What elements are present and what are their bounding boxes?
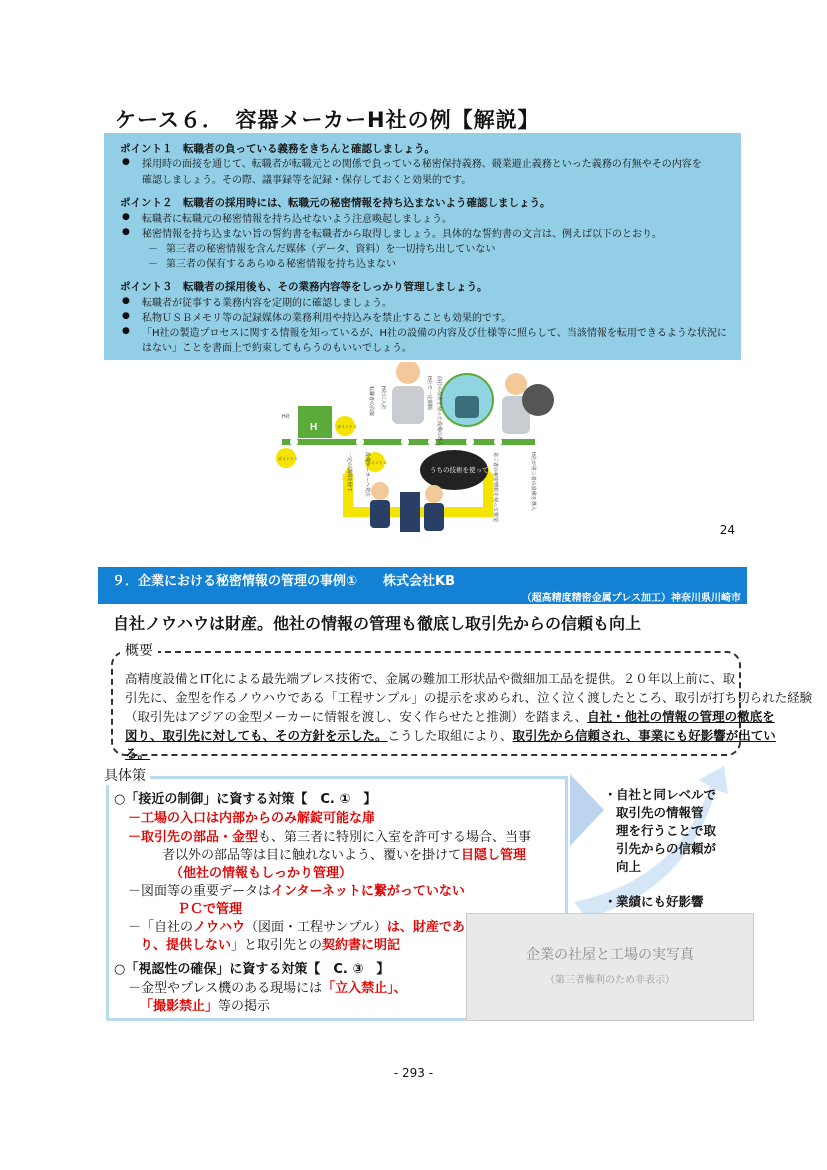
measure-item-3 bbox=[128, 880, 465, 899]
measure-item-1: －工場の入口は内部からのみ解錠可能な扉 bbox=[128, 811, 376, 826]
person-head-icon bbox=[371, 482, 389, 500]
vertical-label: H社で一定期間 bbox=[426, 376, 432, 410]
measure-item-5b-text: 等の掲示 bbox=[218, 999, 271, 1014]
measure-item-5b bbox=[140, 995, 270, 1014]
bullet-icon: ● bbox=[122, 157, 130, 167]
page-number-top: 24 bbox=[719, 523, 735, 537]
device-bubble-icon bbox=[522, 384, 554, 416]
point-1-bullet-1-line-1: 採用時の面接を通じて、転職者が転職元との関係で負っている秘密保持義務、競業避止義務といった義務の有無やその内容を bbox=[142, 159, 702, 170]
points-box bbox=[104, 133, 741, 360]
point-1-title: ポイント１ 転職者の負っている義務をきちんと確認しましょう。 bbox=[120, 143, 435, 155]
point-2-title: ポイント２ 転職者の採用時には、転職元の秘密情報を持ち込まないよう確認しましょう。 bbox=[120, 197, 551, 209]
measure-item-4b-emphasis-2: 契約書に明記 bbox=[322, 938, 401, 953]
timeline-node bbox=[401, 438, 409, 446]
overview-line-5 bbox=[125, 744, 150, 762]
overview-line-4-text: こうした取組により、 bbox=[387, 728, 513, 743]
measure-item-4-text-2: （図面・工程サンプル） bbox=[245, 920, 387, 935]
office-building-icon bbox=[400, 492, 420, 532]
measure-item-2 bbox=[128, 826, 531, 845]
balloon-text: うちの技術を使っている！ bbox=[430, 466, 508, 474]
measure-item-2b-emphasis: 目隠し管理 bbox=[461, 848, 527, 863]
measures-label: 具体策 bbox=[104, 765, 150, 785]
point-3-title: ポイント３ 転職者の採用後も、その業務内容等をしっかり管理しましょう。 bbox=[120, 281, 488, 293]
timeline-node bbox=[466, 438, 474, 446]
measure-item-2-text: も、第三者に特別に入室を許可する場合、当事 bbox=[258, 830, 532, 845]
person-head-icon bbox=[505, 373, 527, 395]
person-head-icon bbox=[425, 485, 443, 503]
photo-note: （第三者権利のため非表示） bbox=[545, 975, 675, 986]
chevron-right-icon bbox=[570, 774, 604, 846]
point-1-bullet-1-line-2: 確認しましょう。その際、議事録等を記録・保存しておくと効果的です。 bbox=[142, 175, 472, 186]
measure-item-5-text: －金型やプレス機のある現場には bbox=[128, 981, 323, 996]
person-body-icon bbox=[392, 386, 424, 424]
timeline-node bbox=[428, 438, 436, 446]
side-note-1-line-1: 自社と同レベルで bbox=[616, 787, 717, 802]
measure-item-3b: ＰＣで管理 bbox=[177, 902, 243, 917]
point-label-2: ポイント２ bbox=[337, 424, 357, 429]
point-2-bullet-1: 転職者に転職元の秘密情報を持ち込せないよう注意喚起しましょう。 bbox=[142, 214, 452, 225]
building-mark: H bbox=[310, 422, 318, 433]
point-3-bullet-1: 転職者が従事する業務内容を定期的に確認しましょう。 bbox=[142, 298, 392, 309]
measure-item-2b bbox=[162, 844, 526, 863]
measure-item-4b-emphasis: り、提供しない bbox=[140, 938, 232, 953]
overview-line-4 bbox=[125, 726, 776, 744]
overview-line-3-text: （取引先はアジアの金型メーカーに情報を渡し、安く作らせたと推測）を踏まえ、 bbox=[125, 709, 588, 724]
page-footer: - 293 - bbox=[393, 1066, 434, 1080]
headline: 自社ノウハウは財産。他社の情報の管理も徹底し取引先からの信頼も向上 bbox=[113, 614, 642, 633]
vertical-label: 転職者の面接 bbox=[368, 386, 374, 417]
person-head-icon bbox=[396, 362, 420, 384]
section-band bbox=[98, 567, 747, 604]
side-note-2: 業績にも好影響 bbox=[616, 894, 704, 909]
overview-line-1: 高精度設備とIT化による最先端プレス技術で、金属の難加工形状品や微細加工品を提供。２０年以上前に、取 bbox=[125, 671, 736, 686]
vertical-label: 前社の技術を使った設備の導入 bbox=[436, 376, 442, 447]
measure-heading-1: ○「接近の制御」に資する対策【 C. ① 】 bbox=[114, 792, 377, 807]
point-2-dash-2: 第三者の保有するあらゆる秘密情報を持ち込まない bbox=[166, 259, 396, 270]
measure-item-4-emphasis-1: ノウハウ bbox=[193, 920, 246, 935]
section-subtitle: （超高精度精密金属プレス加工）神奈川県川崎市 bbox=[521, 593, 741, 604]
dash-icon: － bbox=[148, 244, 158, 255]
measure-item-5-emphasis: 「立入禁止」、 bbox=[322, 981, 407, 996]
vertical-label: 一定の期間を経て bbox=[346, 452, 352, 493]
side-note-1-line-4: 引先からの信頼が bbox=[616, 841, 717, 856]
point-3-bullet-3-line-2: はない」ことを書面上で約束してもらうのもいいでしょう。 bbox=[142, 343, 412, 354]
case-illustration bbox=[270, 362, 570, 547]
side-note-1-line-5: 向上 bbox=[616, 859, 642, 874]
measure-item-4 bbox=[128, 916, 465, 935]
overview-line-4-emphasis-1: 図り、取引先に対しても、その方針を示した。 bbox=[125, 728, 388, 743]
point-2-dash-1: 第三者の秘密情報を含んだ媒体（データ、資料）を一切持ち出していない bbox=[166, 244, 496, 255]
case-title: ケース６． 容器メーカーH社の例【解説】 bbox=[115, 108, 540, 132]
overview-line-2: 引先に、金型を作るノウハウである「工程サンプル」の提示を求められ、泣く泣く渡したところ、取引が打ち切られた経験 bbox=[125, 690, 813, 705]
photo-placeholder bbox=[466, 913, 754, 1021]
point-3-bullet-3-line-1: 「H社の製造プロセスに関する情報を知っているが、H社の設備の内容及び仕様等に照らして、当該情報を転用できるような状況に bbox=[142, 328, 727, 339]
timeline-node bbox=[494, 438, 502, 446]
point-3-bullet-2: 私物ＵＳＢメモリ等の記録媒体の業務利用や持込みを禁止することも効果的です。 bbox=[142, 313, 512, 324]
vertical-label: 第三者の秘密情報を使って製造 bbox=[492, 452, 498, 523]
bullet-icon: ● bbox=[122, 227, 130, 237]
vertical-label: H社に入社 bbox=[380, 386, 386, 410]
equipment-icon bbox=[455, 396, 479, 418]
section-title: ９．企業における秘密情報の管理の事例① 株式会社KB bbox=[112, 574, 455, 589]
measure-item-4-text: －「自社の bbox=[128, 920, 194, 935]
photo-caption: 企業の社屋と工場の実写真 bbox=[526, 947, 694, 963]
overview-label: 概要 bbox=[120, 640, 158, 660]
side-note-1-line-3: 理を行うことで取 bbox=[616, 823, 717, 838]
point-label-3: ポイント３ bbox=[367, 460, 387, 465]
measure-item-2c: （他社の情報もしっかり管理） bbox=[170, 866, 353, 881]
building-label: H社 bbox=[282, 414, 291, 420]
timeline-node bbox=[290, 438, 298, 446]
vertical-label: H社が第三者の設備を導入 bbox=[530, 452, 536, 511]
point-label-1: ポイント１ bbox=[278, 456, 298, 461]
measure-item-2-emphasis: －取引先の部品・金型 bbox=[128, 830, 259, 845]
point-2-bullet-2: 秘密情報を持ち込まない旨の誓約書を転職者から取得しましょう。具体的な誓約書の文言は、例えば以下のとおり。 bbox=[142, 229, 662, 240]
measure-item-5 bbox=[128, 977, 407, 996]
person-body-icon bbox=[424, 503, 444, 531]
bullet-icon: ● bbox=[122, 326, 130, 336]
bullet-icon: ● bbox=[122, 212, 130, 222]
person-body-icon bbox=[370, 500, 390, 528]
side-note-1-line-2: 取引先の情報管 bbox=[616, 805, 704, 820]
side-note-2-bullet: ・ bbox=[604, 894, 617, 909]
bullet-icon: ● bbox=[122, 296, 130, 306]
overview-line-3-emphasis: 自社・他社の情報の管理の徹底を bbox=[587, 709, 775, 724]
measure-item-4b bbox=[140, 934, 400, 953]
measure-item-3-emphasis: インターネットに繋がっていない bbox=[271, 884, 465, 899]
measure-item-3-text: －図面等の重要データは bbox=[128, 884, 272, 899]
dash-icon: － bbox=[148, 259, 158, 270]
measure-item-4-emphasis-2: は、財産であ bbox=[386, 920, 465, 935]
timeline-node bbox=[356, 438, 364, 446]
measure-item-4b-text: 」と取引先との bbox=[231, 938, 323, 953]
measure-item-2b-text: 者以外の部品等は目に触れないよう、覆いを掛けて bbox=[162, 848, 462, 863]
overview-line-5-emphasis: る。 bbox=[125, 746, 151, 761]
side-note-1-bullet: ・ bbox=[604, 787, 617, 802]
overview-line-3 bbox=[125, 707, 775, 725]
vertical-label: 設備メーカーへ発注 bbox=[364, 452, 370, 497]
overview-line-4-emphasis-2: 取引先から信頼され、事業にも好影響が出てい bbox=[512, 728, 776, 743]
measure-heading-2: ○「視認性の確保」に資する対策【 C. ③ 】 bbox=[114, 962, 390, 977]
measure-item-5b-emphasis: 「撮影禁止」 bbox=[140, 999, 219, 1014]
bullet-icon: ● bbox=[122, 311, 130, 321]
